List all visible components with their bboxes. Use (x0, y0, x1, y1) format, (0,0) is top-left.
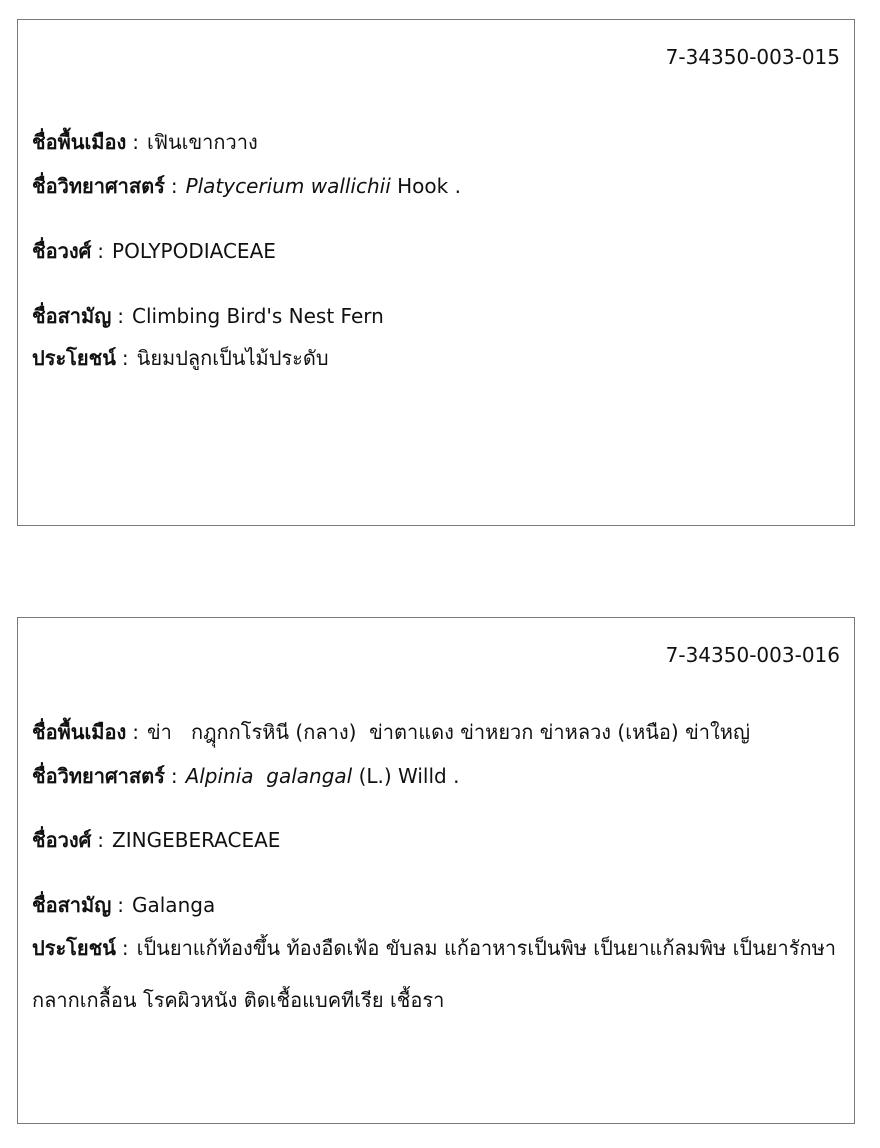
family-label: ชื่อวงศ์ (32, 239, 92, 263)
family-row (32, 826, 842, 854)
local-name-label: ชื่อพื้นเมือง (32, 720, 127, 744)
separator: : (132, 130, 139, 154)
common-name-row (32, 302, 842, 330)
specimen-card-1 (17, 19, 855, 526)
family-value: POLYPODIACEAE (112, 239, 276, 263)
family-label: ชื่อวงศ์ (32, 828, 92, 852)
use-value: นิยมปลูกเป็นไม้ประดับ (136, 346, 329, 370)
common-name-value: Galanga (132, 893, 216, 917)
separator: : (117, 304, 124, 328)
specimen-id: 7-34350-003-015 (665, 45, 840, 69)
separator: : (132, 720, 139, 744)
use-label: ประโยชน์ (32, 346, 116, 370)
local-name-value: ข่า กฎุกกโรหินี (กลาง) ข่าตาแดง ข่าหยวก ข่าหลวง (เหนือ) ข่าใหญ่ (147, 720, 750, 744)
family-row (32, 237, 842, 265)
scientific-name-label: ชื่อวิทยาศาสตร์ (32, 764, 165, 788)
separator: : (121, 936, 129, 960)
scientific-author: Hook . (397, 174, 461, 198)
separator: : (170, 764, 178, 788)
common-name-label: ชื่อสามัญ (32, 893, 112, 917)
scientific-author: (L.) Willd . (358, 764, 460, 788)
common-name-value: Climbing Bird's Nest Fern (132, 304, 384, 328)
local-name-row (32, 128, 842, 156)
separator: : (117, 893, 124, 917)
scientific-name-value: Platycerium wallichii (185, 174, 391, 198)
use-row (32, 344, 842, 372)
scientific-name-label: ชื่อวิทยาศาสตร์ (32, 174, 165, 198)
separator: : (97, 239, 105, 263)
specimen-card-2 (17, 617, 855, 1124)
use-row (32, 922, 842, 1026)
common-name-label: ชื่อสามัญ (32, 304, 112, 328)
local-name-value: เฟินเขากวาง (147, 130, 258, 154)
specimen-id: 7-34350-003-016 (665, 643, 840, 667)
local-name-label: ชื่อพื้นเมือง (32, 130, 127, 154)
separator: : (170, 174, 178, 198)
separator: : (121, 346, 129, 370)
scientific-name-value: Alpinia galangal (185, 764, 353, 788)
family-value: ZINGEBERACEAE (112, 828, 281, 852)
local-name-row (32, 718, 842, 746)
use-label: ประโยชน์ (32, 936, 116, 960)
common-name-row (32, 891, 842, 919)
scientific-name-row (32, 172, 842, 200)
use-value: เป็นยาแก้ท้องขึ้น ท้องอืดเฟ้อ ขับลม แก้อาหารเป็นพิษ เป็นยาแก้ลมพิษ เป็นยารักษากลากเกลื้อน โรคผิวหนัง ติดเชื้อแบคทีเรีย เชื้อรา (32, 936, 837, 1012)
scientific-name-row (32, 762, 842, 790)
separator: : (97, 828, 105, 852)
